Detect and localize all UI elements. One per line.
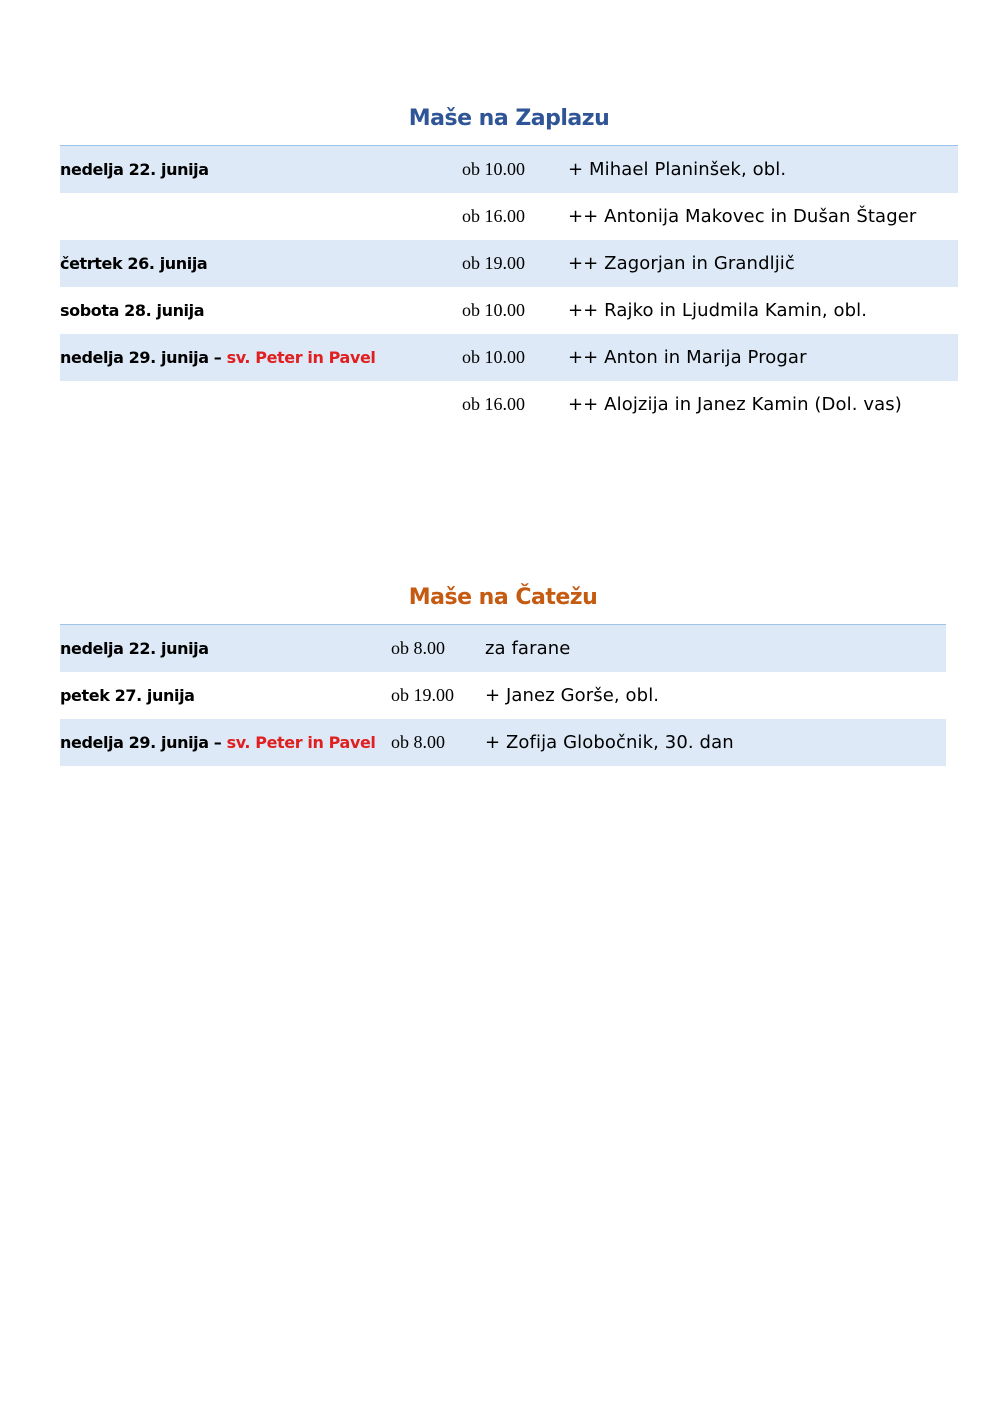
day-label: nedelja 22. junija	[60, 159, 209, 179]
day-cell	[60, 334, 462, 381]
time-cell: ob 8.00	[391, 625, 485, 672]
time-cell: ob 16.00	[462, 393, 525, 414]
time-cell: ob 8.00	[391, 719, 485, 766]
time-cell: ob 19.00	[462, 240, 568, 287]
table-row	[60, 719, 946, 766]
day-label: nedelja 29. junija –	[60, 732, 227, 752]
feast-label: sv. Peter in Pavel	[226, 732, 376, 752]
day-cell	[60, 381, 462, 428]
intention-cell: ++ Antonija Makovec in Dušan Štager	[568, 205, 917, 227]
day-cell	[60, 719, 391, 766]
time-cell: ob 10.00	[462, 146, 568, 193]
day-label: sobota 28. junija	[60, 300, 205, 320]
day-cell	[60, 287, 462, 334]
intention-cell: za farane	[485, 625, 946, 672]
catez-title: Maše na Čatežu	[408, 585, 598, 610]
day-cell	[60, 625, 391, 672]
table-row	[60, 381, 958, 428]
zaplaz-schedule-table	[60, 145, 958, 428]
day-cell	[60, 672, 391, 719]
table-row	[60, 287, 958, 334]
feast-label: sv. Peter in Pavel	[226, 347, 376, 367]
zaplaz-title: Maše na Zaplazu	[408, 106, 610, 131]
intention-cell: + Zofija Globočnik, 30. dan	[485, 719, 946, 766]
day-label: nedelja 29. junija –	[60, 347, 227, 367]
zaplaz-section	[60, 106, 958, 428]
day-cell	[60, 146, 462, 193]
intention-cell: ++ Anton in Marija Progar	[568, 334, 958, 381]
intention-cell: + Mihael Planinšek, obl.	[568, 146, 958, 193]
catez-section	[60, 585, 946, 766]
intention-cell: + Janez Gorše, obl.	[485, 684, 660, 706]
table-row	[60, 334, 958, 381]
day-label: četrtek 26. junija	[60, 253, 208, 273]
time-cell: ob 19.00	[391, 684, 454, 705]
intention-cell: ++ Alojzija in Janez Kamin (Dol. vas)	[568, 393, 902, 415]
time-cell: ob 10.00	[462, 299, 525, 320]
day-cell	[60, 240, 462, 287]
catez-schedule-table	[60, 624, 946, 766]
time-cell: ob 16.00	[462, 205, 525, 226]
intention-cell: ++ Rajko in Ljudmila Kamin, obl.	[568, 299, 868, 321]
table-row	[60, 672, 946, 719]
time-cell: ob 10.00	[462, 334, 568, 381]
day-label: petek 27. junija	[60, 685, 195, 705]
table-row	[60, 193, 958, 240]
table-row	[60, 240, 958, 287]
table-row	[60, 625, 946, 672]
intention-cell: ++ Zagorjan in Grandljič	[568, 240, 958, 287]
day-cell	[60, 193, 462, 240]
day-label: nedelja 22. junija	[60, 638, 209, 658]
table-row	[60, 146, 958, 193]
